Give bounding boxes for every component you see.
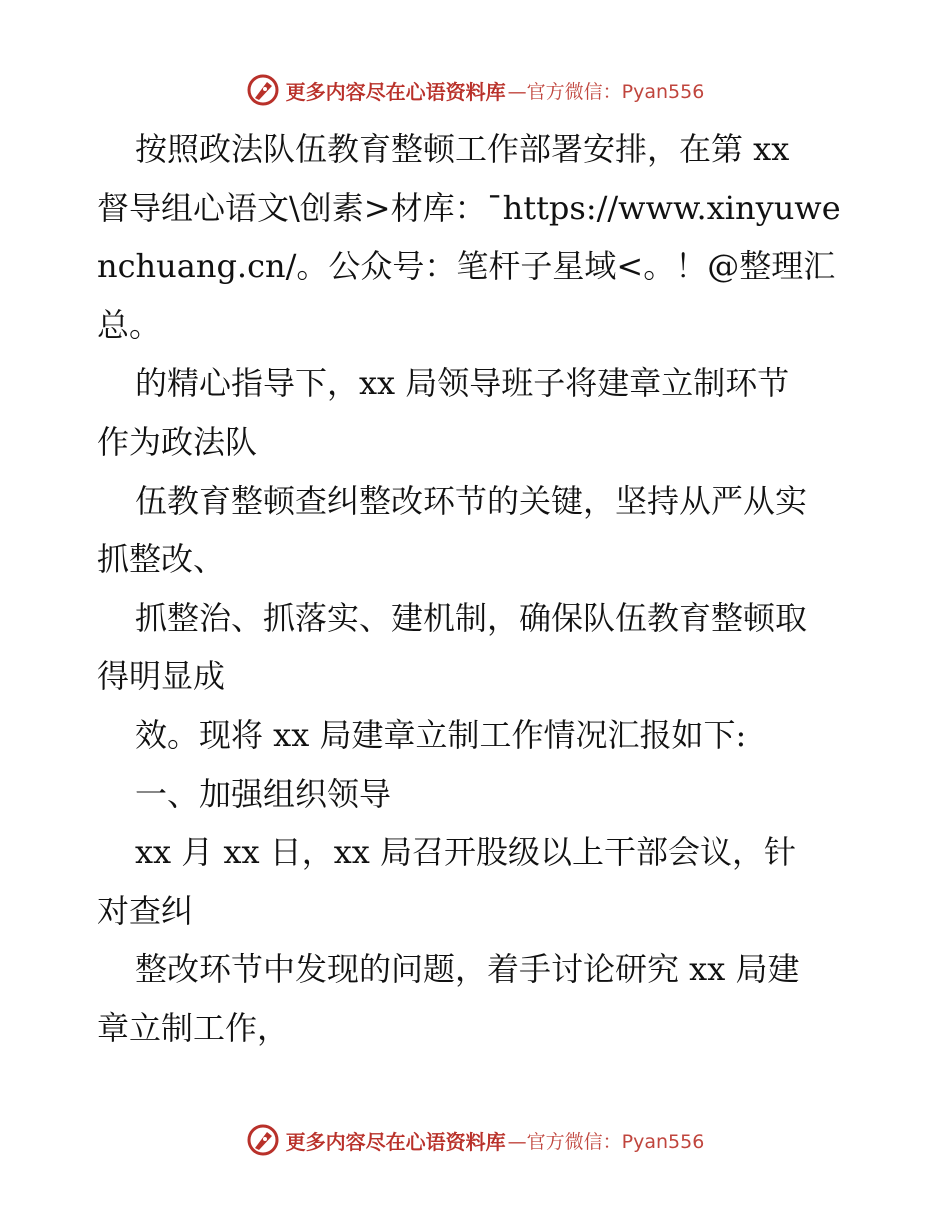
text-line: 抓整改、 [97, 540, 226, 579]
banner-wechat-text: —官方微信：Pyan556 [507, 80, 705, 103]
footer-banner [0, 1120, 950, 1160]
banner-wechat-text: —官方微信：Pyan556 [507, 1130, 705, 1153]
text-line: 对查纠 [97, 891, 194, 930]
document-body [97, 120, 857, 1058]
text-line: 整改环节中发现的问题，着手讨论研究 xx 局建 [135, 950, 800, 989]
text-line: 抓整治、抓落实、建机制，确保队伍教育整顿取 [135, 598, 808, 637]
text-line: nchuang.cn/。公众号：笔杆子星域<。！@整理汇 [97, 247, 836, 286]
section-heading: 一、加强组织领导 [135, 774, 392, 813]
text-line: 的精心指导下，xx 局领导班子将建章立制环节 [135, 364, 790, 403]
banner-site-text: 更多内容尽在心语资料库 [285, 79, 506, 104]
text-line: 督导组心语文\创素>材库：¯https://www.xinyuwe [97, 188, 841, 227]
text-line: 效。现将 xx 局建章立制工作情况汇报如下: [135, 715, 747, 754]
text-line: 伍教育整顿查纠整改环节的关键，坚持从严从实 [135, 481, 808, 520]
text-line: 得明显成 [97, 657, 226, 696]
text-line: 章立制工作， [97, 1008, 290, 1047]
banner-site-text: 更多内容尽在心语资料库 [285, 1129, 506, 1154]
pen-nib-circle-icon [246, 1123, 280, 1157]
pen-nib-circle-icon [246, 73, 280, 107]
text-line: 总。 [97, 305, 162, 344]
text-line: 作为政法队 [97, 422, 258, 461]
text-line: xx 月 xx 日，xx 局召开股级以上干部会议，针 [135, 833, 796, 872]
header-banner [0, 70, 950, 110]
text-line: 按照政法队伍教育整顿工作部署安排，在第 xx [135, 130, 790, 168]
